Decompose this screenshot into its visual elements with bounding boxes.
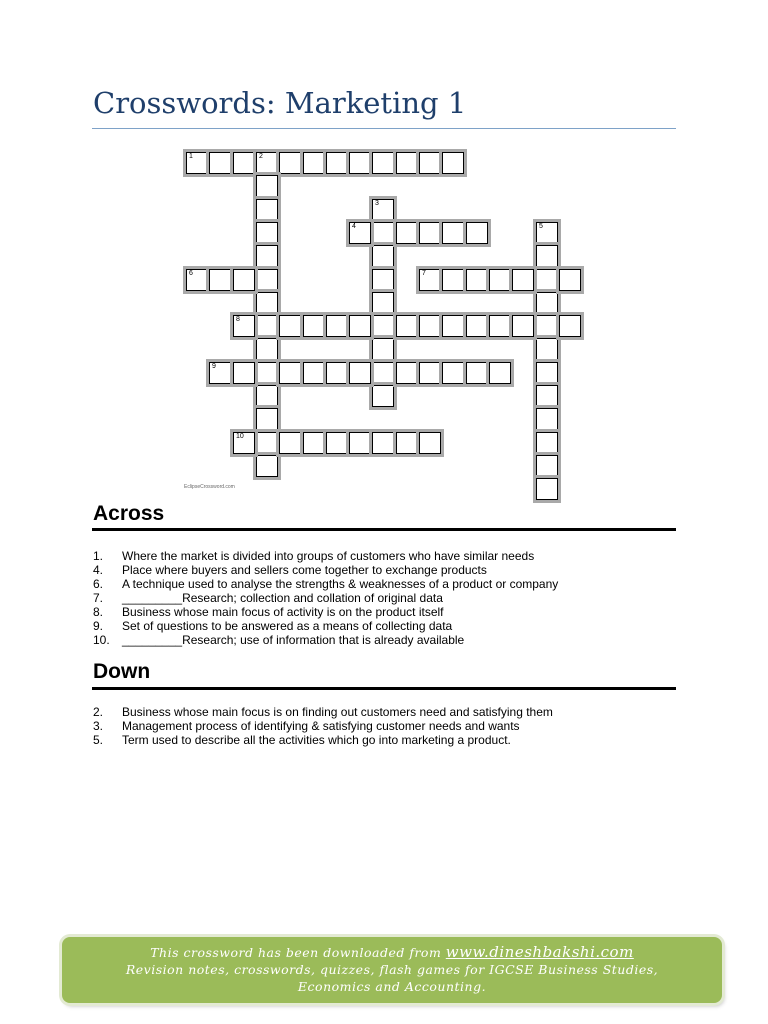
crossword-cell[interactable] bbox=[396, 432, 418, 454]
crossword-cell[interactable] bbox=[512, 315, 534, 337]
across-heading: Across bbox=[93, 502, 165, 525]
crossword-cell[interactable] bbox=[419, 432, 441, 454]
crossword-cell[interactable] bbox=[326, 152, 348, 174]
crossword-cell[interactable] bbox=[536, 338, 558, 360]
clue-text: Term used to describe all the activities which go into marketing a product. bbox=[122, 733, 511, 747]
down-clue bbox=[93, 733, 553, 747]
crossword-cell[interactable] bbox=[326, 315, 348, 337]
crossword-cell[interactable] bbox=[209, 362, 231, 384]
crossword-cell[interactable] bbox=[536, 432, 558, 454]
clue-number-label: 9. bbox=[93, 619, 104, 633]
clue-number: 3 bbox=[375, 200, 379, 207]
crossword-cell[interactable] bbox=[396, 315, 418, 337]
footer-line-1 bbox=[62, 944, 722, 961]
footer-line-2: Revision notes, crosswords, quizzes, flash games for IGCSE Business Studies, bbox=[125, 962, 659, 977]
crossword-cell[interactable] bbox=[442, 362, 464, 384]
clue-text: _________Research; collection and collation of original data bbox=[122, 591, 443, 605]
crossword-cell[interactable] bbox=[372, 245, 394, 267]
crossword-cell[interactable] bbox=[419, 269, 441, 291]
crossword-cell[interactable] bbox=[536, 269, 558, 291]
crossword-cell[interactable] bbox=[256, 338, 278, 360]
crossword-cell[interactable] bbox=[209, 152, 231, 174]
across-clue bbox=[93, 633, 558, 647]
crossword-cell[interactable] bbox=[559, 315, 581, 337]
down-rule bbox=[92, 687, 676, 690]
page-title: Crosswords: Marketing 1 bbox=[93, 86, 467, 120]
crossword-cell[interactable] bbox=[372, 362, 394, 384]
crossword-cell[interactable] bbox=[256, 408, 278, 430]
crossword-cell[interactable] bbox=[419, 152, 441, 174]
across-rule bbox=[92, 528, 676, 531]
crossword-cell[interactable] bbox=[419, 315, 441, 337]
clue-text: Where the market is divided into groups of customers who have similar needs bbox=[122, 549, 535, 563]
clue-text: Business whose main focus of activity is on the product itself bbox=[122, 605, 444, 619]
crossword-cell[interactable] bbox=[256, 222, 278, 244]
crossword-cell[interactable] bbox=[279, 152, 301, 174]
across-clue-list bbox=[93, 549, 558, 647]
down-heading: Down bbox=[93, 660, 151, 683]
crossword-cell[interactable] bbox=[256, 455, 278, 477]
crossword-cell[interactable] bbox=[536, 292, 558, 314]
crossword-cell[interactable] bbox=[209, 269, 231, 291]
across-clue bbox=[93, 619, 558, 633]
crossword-credit: EclipseCrossword.com bbox=[184, 484, 235, 490]
crossword-cell[interactable] bbox=[372, 292, 394, 314]
crossword-cell[interactable] bbox=[466, 269, 488, 291]
title-underline bbox=[92, 128, 676, 129]
across-clue bbox=[93, 577, 558, 591]
crossword-cell[interactable] bbox=[372, 315, 394, 337]
crossword-cell[interactable] bbox=[372, 222, 394, 244]
crossword-cell[interactable] bbox=[372, 432, 394, 454]
crossword-cell[interactable] bbox=[349, 152, 371, 174]
crossword-cell[interactable] bbox=[442, 269, 464, 291]
crossword-cell[interactable] bbox=[442, 152, 464, 174]
crossword-cell[interactable] bbox=[396, 362, 418, 384]
clue-number: 10 bbox=[236, 433, 244, 440]
footer-line-3: Economics and Accounting. bbox=[297, 979, 487, 994]
clue-number: 7 bbox=[422, 270, 426, 277]
crossword-cell[interactable] bbox=[279, 362, 301, 384]
crossword-cell[interactable] bbox=[349, 362, 371, 384]
crossword-cell[interactable] bbox=[466, 315, 488, 337]
crossword-cell[interactable] bbox=[536, 362, 558, 384]
clue-number-label: 6. bbox=[93, 577, 104, 591]
crossword-cell[interactable] bbox=[466, 222, 488, 244]
crossword-cell[interactable] bbox=[489, 362, 511, 384]
clue-number-label: 3. bbox=[93, 719, 104, 733]
crossword-cell[interactable] bbox=[349, 432, 371, 454]
clue-number: 8 bbox=[236, 316, 240, 323]
crossword-cell[interactable] bbox=[233, 432, 255, 454]
crossword-cell[interactable] bbox=[466, 362, 488, 384]
clue-number: 9 bbox=[212, 363, 216, 370]
crossword-cell[interactable] bbox=[326, 432, 348, 454]
crossword-cell[interactable] bbox=[256, 432, 278, 454]
crossword-cell[interactable] bbox=[489, 315, 511, 337]
clue-number-label: 8. bbox=[93, 605, 104, 619]
crossword-cell[interactable] bbox=[233, 315, 255, 337]
clue-text: A technique used to analyse the strengths & weaknesses of a product or company bbox=[122, 577, 559, 591]
clue-number: 1 bbox=[189, 153, 193, 160]
across-clue bbox=[93, 563, 558, 577]
down-clue bbox=[93, 719, 553, 733]
crossword-cell[interactable] bbox=[536, 315, 558, 337]
crossword-cell[interactable] bbox=[233, 269, 255, 291]
clue-text: Management process of identifying & satisfying customer needs and wants bbox=[122, 719, 520, 733]
clue-text: Place where buyers and sellers come together to exchange products bbox=[122, 563, 487, 577]
crossword-cell[interactable] bbox=[536, 245, 558, 267]
crossword-cell[interactable] bbox=[349, 222, 371, 244]
down-clue-list bbox=[93, 705, 553, 747]
crossword-cell[interactable] bbox=[186, 269, 208, 291]
crossword-cell[interactable] bbox=[419, 362, 441, 384]
crossword-cell[interactable] bbox=[256, 315, 278, 337]
crossword-cell[interactable] bbox=[256, 362, 278, 384]
crossword-cell[interactable] bbox=[303, 152, 325, 174]
crossword-cell[interactable] bbox=[303, 432, 325, 454]
crossword-cell[interactable] bbox=[279, 432, 301, 454]
clue-number-label: 2. bbox=[93, 705, 104, 719]
crossword-cell[interactable] bbox=[419, 222, 441, 244]
crossword-cell[interactable] bbox=[442, 315, 464, 337]
footer-banner bbox=[62, 937, 722, 1003]
across-clue bbox=[93, 605, 558, 619]
crossword-cell[interactable] bbox=[396, 152, 418, 174]
footer-prefix: This crossword has been downloaded from bbox=[150, 945, 446, 960]
crossword-cell[interactable] bbox=[303, 362, 325, 384]
clue-number-label: 4. bbox=[93, 563, 104, 577]
clue-text: Business whose main focus is on finding out customers need and satisfying them bbox=[122, 705, 553, 719]
clue-number-label: 10. bbox=[93, 633, 110, 647]
crossword-cell[interactable] bbox=[256, 245, 278, 267]
crossword-cell[interactable] bbox=[396, 222, 418, 244]
crossword-cell[interactable] bbox=[489, 269, 511, 291]
clue-number-label: 1. bbox=[93, 549, 104, 563]
crossword-cell[interactable] bbox=[372, 152, 394, 174]
clue-number: 6 bbox=[189, 270, 193, 277]
across-clue bbox=[93, 591, 558, 605]
crossword-cell[interactable] bbox=[233, 362, 255, 384]
crossword-cell[interactable] bbox=[559, 269, 581, 291]
crossword-cell[interactable] bbox=[186, 152, 208, 174]
crossword-cell[interactable] bbox=[256, 292, 278, 314]
crossword-cell[interactable] bbox=[233, 152, 255, 174]
clue-text: _________Research; use of information that is already available bbox=[122, 633, 465, 647]
clue-number-label: 5. bbox=[93, 733, 104, 747]
crossword-cell[interactable] bbox=[256, 199, 278, 221]
clue-number-label: 7. bbox=[93, 591, 104, 605]
crossword-cell[interactable] bbox=[349, 315, 371, 337]
clue-text: Set of questions to be answered as a means of collecting data bbox=[122, 619, 453, 633]
crossword-cell[interactable] bbox=[256, 385, 278, 407]
crossword-cell[interactable] bbox=[512, 269, 534, 291]
down-clue bbox=[93, 705, 553, 719]
crossword-cell[interactable] bbox=[536, 222, 558, 244]
crossword-cell[interactable] bbox=[326, 362, 348, 384]
crossword-cell[interactable] bbox=[536, 455, 558, 477]
crossword-cell[interactable] bbox=[536, 478, 558, 500]
crossword-cell[interactable] bbox=[303, 315, 325, 337]
clue-number: 2 bbox=[259, 153, 263, 160]
crossword-cell[interactable] bbox=[279, 315, 301, 337]
footer-website-link[interactable]: www.dineshbakshi.com bbox=[445, 943, 634, 961]
crossword-cell[interactable] bbox=[536, 385, 558, 407]
crossword-cell[interactable] bbox=[372, 199, 394, 221]
crossword-cell[interactable] bbox=[256, 175, 278, 197]
crossword-cell[interactable] bbox=[372, 385, 394, 407]
clue-number: 4 bbox=[352, 223, 356, 230]
crossword-cell[interactable] bbox=[372, 338, 394, 360]
crossword-cell[interactable] bbox=[536, 408, 558, 430]
crossword-cell[interactable] bbox=[442, 222, 464, 244]
crossword-cell[interactable] bbox=[256, 269, 278, 291]
clue-number: 5 bbox=[539, 223, 543, 230]
crossword-cell[interactable] bbox=[256, 152, 278, 174]
crossword-cell[interactable] bbox=[372, 269, 394, 291]
across-clue bbox=[93, 549, 558, 563]
